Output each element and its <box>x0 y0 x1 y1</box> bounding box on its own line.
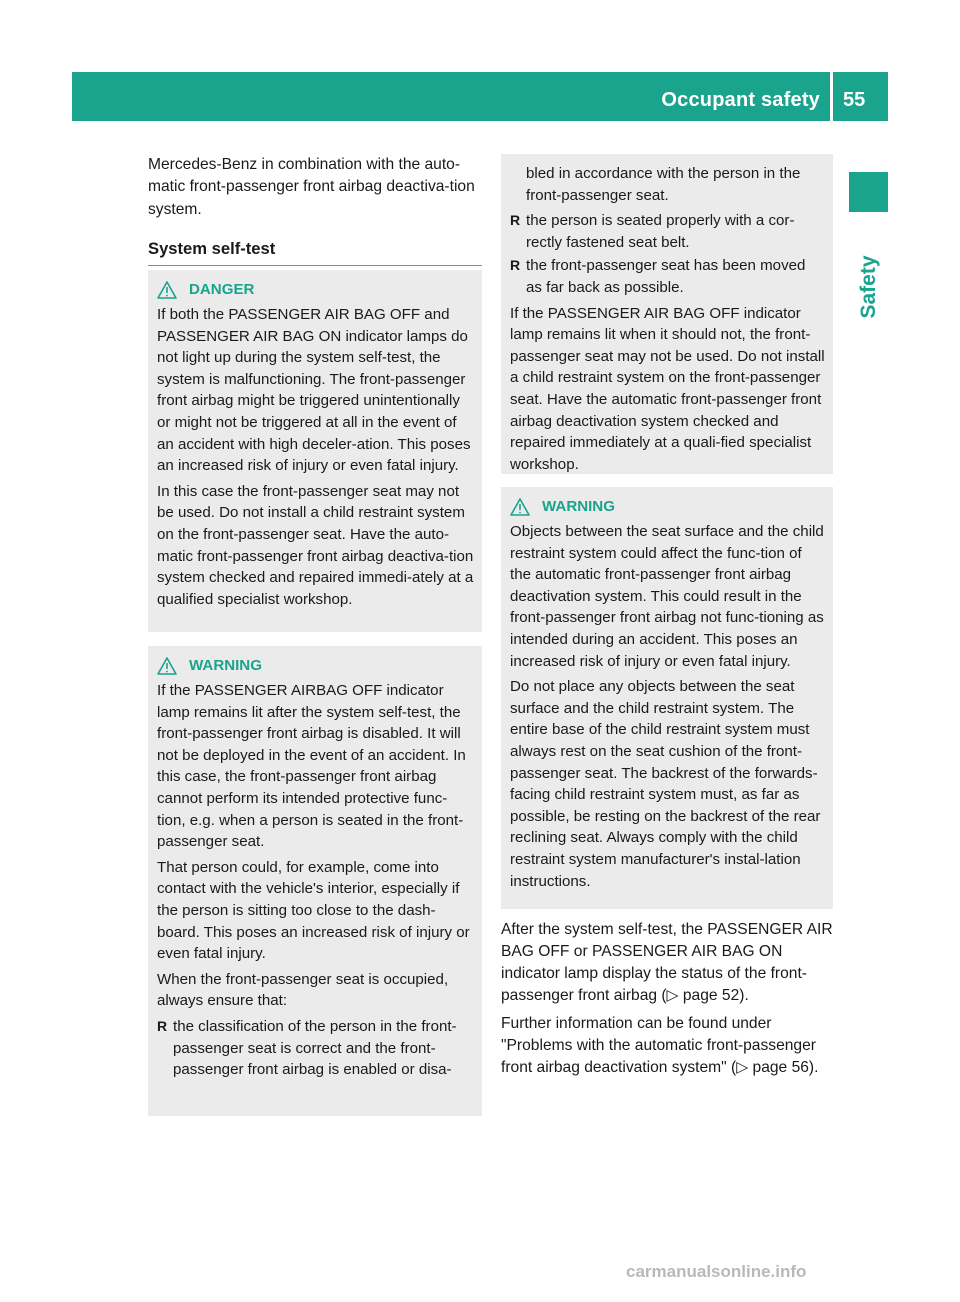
after-test-paragraph-2: Further information can be found under "Problems with the automatic front-passenger front airbag deactivation system" (▷ page 56). <box>501 1015 819 1076</box>
after-test-text <box>501 919 835 1079</box>
warning-triangle-icon <box>157 657 177 675</box>
danger-title <box>157 279 474 300</box>
chapter-tab <box>849 172 888 212</box>
continued-bullet-text: bled in accordance with the person in the front-passenger seat. <box>526 165 801 204</box>
continued-box <box>501 154 833 474</box>
bullet-item: R the person is seated properly with a cor-rectly fastened seat belt. <box>510 210 825 253</box>
header-bar <box>72 72 888 121</box>
continued-bullets <box>510 210 825 298</box>
left-column <box>148 154 482 266</box>
warning-right-paragraph-1: Objects between the seat surface and the child restraint system could affect the func-tion of the automatic front-passenger front airbag deactivation system. This could result in the front-passenger front airbag not func-tioning as intended during an accident. This poses an increased risk of injury or even fatal injury. <box>510 523 824 670</box>
warning-title-right <box>510 496 825 517</box>
section-title: Occupant safety <box>661 89 820 111</box>
warning-left-paragraph-1: If the PASSENGER AIRBAG OFF indicator lamp remains lit after the system self-test, the front-passenger front airbag is disabled. It will not be deployed in the event of an accident. In this case, the front-passenger front airbag cannot perform its intended protective func-tion, e.g. when a person is seated in the front-passenger seat. <box>157 682 466 851</box>
page-number: 55 <box>843 89 866 111</box>
continued-paragraph: If the PASSENGER AIR BAG OFF indicator lamp remains lit when it should not, the front-passenger seat may not be used. Do not install a child restraint system on the front-passenger seat. Have the automatic front-passenger front airbag deactivation system checked and repaired immediately at a quali-fied specialist workshop. <box>510 304 825 473</box>
warning-title-left <box>157 655 474 676</box>
warning-triangle-icon <box>510 498 530 516</box>
danger-paragraph-1: If both the PASSENGER AIR BAG OFF and PASSENGER AIR BAG ON indicator lamps do not light up during the system self-test, the system is malfunctioning. The front-passenger front airbag might be triggered unintentionally or might not be triggered at all in the event of an accident with high deceler-ation. This poses an increased risk of injury or even fatal injury. <box>157 306 471 475</box>
bullet-item: R the classification of the person in the front-passenger seat is correct and the front-passenger front airbag is enabled or disa- <box>157 1016 474 1081</box>
watermark: carmanualsonline.info <box>626 1262 807 1281</box>
header-divider <box>830 72 833 121</box>
section-heading: System self-test <box>148 239 482 266</box>
warning-box-right <box>501 487 833 909</box>
danger-title-text: DANGER <box>189 281 255 298</box>
bullet-item: R the front-passenger seat has been moved as far back as possible. <box>510 255 825 298</box>
warning-left-paragraph-2: That person could, for example, come into contact with the vehicle's interior, especially if the person is sitting too close to the dash-board. This poses an increased risk of injury or even fatal injury. <box>157 858 470 963</box>
warning-left-bullets <box>157 1016 474 1081</box>
warning-triangle-icon <box>157 281 177 299</box>
chapter-label <box>849 232 888 342</box>
warning-title-text-right: WARNING <box>542 498 615 515</box>
warning-box-left <box>148 646 482 1116</box>
intro-paragraph: Mercedes-Benz in combination with the auto-matic front-passenger front airbag deactiva-tion system. <box>148 156 475 218</box>
chapter-label-text: Safety <box>856 255 880 319</box>
warning-left-paragraph-3: When the front-passenger seat is occupied, always ensure that: <box>157 970 449 1010</box>
danger-box <box>148 270 482 632</box>
warning-right-paragraph-2: Do not place any objects between the seat surface and the child restraint system. The entire base of the child restraint system must always rest on the seat cushion of the front-passenger seat. The backrest of the forwards-facing child restraint system must, as far as possible, be resting on the backrest of the rear reclining seat. Always comply with the child restraint system manufacturer's instal-lation instructions. <box>510 678 821 890</box>
warning-title-text-left: WARNING <box>189 657 262 674</box>
after-test-paragraph-1: After the system self-test, the PASSENGER AIR BAG OFF or PASSENGER AIR BAG ON indicator lamp display the status of the front-passenger front airbag (▷ page 52). <box>501 921 833 1004</box>
danger-paragraph-2: In this case the front-passenger seat may not be used. Do not install a child restraint system on the front-passenger seat. Have the auto-matic front-passenger front airbag deactiva-tion system checked and repaired immedi-ately at a qualified specialist workshop. <box>157 482 474 608</box>
